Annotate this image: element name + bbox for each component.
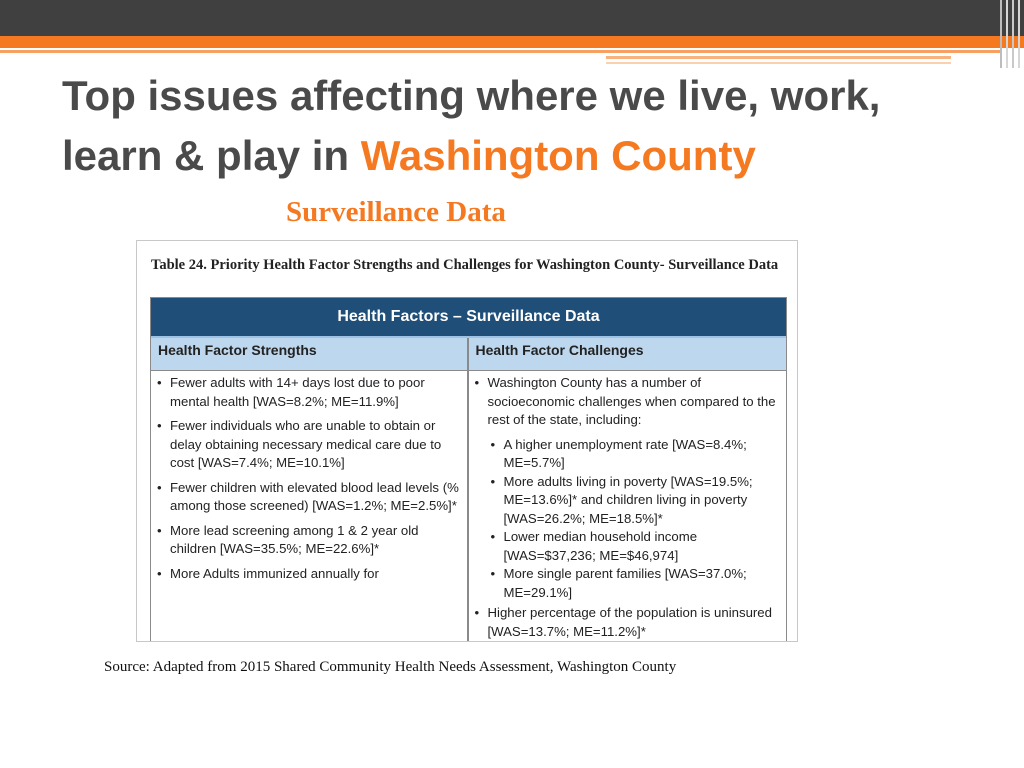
list-item: • More lead screening among 1 & 2 year old children [WAS=35.5%; ME=22.6%]*: [157, 522, 461, 559]
column-headers: [151, 338, 786, 371]
list-item: • More Adults immunized annually for: [157, 565, 461, 584]
health-factors-table: [150, 297, 787, 642]
decorative-stripe-light: [606, 62, 951, 64]
decorative-vertical-lines: [994, 0, 1024, 68]
table-header: Health Factors – Surveillance Data: [151, 298, 786, 338]
challenges-list-continued: [475, 604, 781, 641]
top-bar: [0, 0, 1024, 36]
title-text: Top issues affecting where we live, work, learn & play in: [62, 72, 881, 179]
table-figure: [136, 240, 798, 642]
list-item: • More adults living in poverty [WAS=19.5%; ME=13.6%]* and children living in poverty [WAS=26.2%; ME=18.5%]*: [491, 473, 781, 529]
list-item: • Fewer individuals who are unable to obtain or delay obtaining necessary medical care due to cost [WAS=7.4%; ME=10.1%]: [157, 417, 461, 473]
table-caption: Table 24. Priority Health Factor Strengths and Challenges for Washington County- Surveillance Data: [151, 257, 779, 273]
orange-thin-stripe: [0, 50, 1000, 53]
list-item: • Fewer adults with 14+ days lost due to poor mental health [WAS=8.2%; ME=11.9%]: [157, 374, 461, 411]
title-accent: Washington County: [360, 132, 756, 179]
strengths-column: [151, 371, 469, 642]
table-body: [151, 371, 786, 642]
column-header-strengths: Health Factor Strengths: [151, 338, 469, 370]
column-header-challenges: Health Factor Challenges: [475, 342, 644, 358]
list-item: • A higher unemployment rate [WAS=8.4%; ME=5.7%]: [491, 436, 781, 473]
list-item: • Fewer children with elevated blood lead levels (% among those screened) [WAS=1.2%; ME=2.5%]*: [157, 479, 461, 516]
strengths-list: [157, 374, 461, 583]
source-note: Source: Adapted from 2015 Shared Community Health Needs Assessment, Washington County: [104, 659, 677, 675]
slide-subtitle: Surveillance Data: [286, 196, 506, 228]
list-item: • More single parent families [WAS=37.0%; ME=29.1%]: [491, 565, 781, 602]
decorative-stripe: [606, 56, 951, 59]
challenges-column: [469, 371, 787, 642]
slide-title: [62, 66, 992, 186]
list-item: • Lower median household income [WAS=$37,236; ME=$46,974]: [491, 528, 781, 565]
challenges-sublist: [491, 436, 781, 603]
list-item: • Higher percentage of the population is uninsured [WAS=13.7%; ME=11.2%]*: [475, 604, 781, 641]
orange-stripe: [0, 36, 1024, 48]
challenges-list: [475, 374, 781, 430]
list-item: • Washington County has a number of socioeconomic challenges when compared to the rest of the state, including:: [475, 374, 781, 430]
